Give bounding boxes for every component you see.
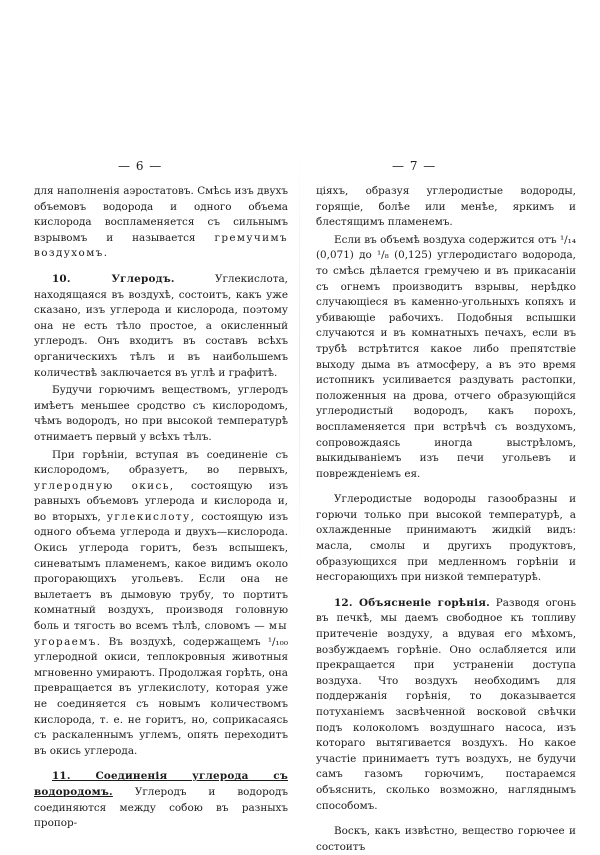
term-ugoraem: мы угораемъ.: [34, 620, 288, 648]
paragraph-text: Воскъ, какъ извѣстно, вещество горючее и состоитъ: [316, 825, 576, 853]
section-heading-10: 10. Углеродъ.: [52, 272, 175, 285]
paragraph-text: Углекислота, находящаяся въ воздухѣ, состоитъ, какъ уже сказано, изъ углерода и кислорода, поэтому она не есть тѣло простое, а окисленный углеродъ. Онъ входитъ въ составъ всѣхъ органическихъ тѣлъ и въ наибольшемъ количествѣ заключается въ углѣ и графитѣ.: [34, 272, 288, 379]
paragraph-text: Углеродъ и водородъ соединяются между собою въ разныхъ пропор-: [34, 785, 288, 830]
page-number: — 7 —: [392, 159, 437, 173]
right-page: [300, 0, 600, 853]
section-heading-12: 12. Объясненіе горѣнія.: [334, 596, 490, 609]
term-gremuchiy-vozdukh: гремучимъ воздухомъ.: [34, 231, 288, 260]
paragraph-text: состоящую изъ равныхъ объемовъ углерода и кислорода и, во вторыхъ,: [34, 479, 288, 523]
paragraph: [316, 824, 576, 855]
paragraph-text: Если въ объемѣ воздуха содержится отъ ¹/₁₄ (0,071) до ¹/₈ (0,125) углеродистаго водорода, то смѣсь дѣлается гремучею и въ прикасаніи съ огнемъ производитъ взрывы, нерѣдко случающіеся въ каменно-угольныхъ копяхъ и убивающіе рабочихъ. Подобныя вспышки случаются и въ комнатныхъ печахъ, если въ трубѣ встрѣтится какое либо препятствіе выходу дыма въ атмосферу, а въ это время истопникъ усиливается раздувать растопки, положенныя на дрова, отчего образующійся углеродистый водородъ, какъ порохъ, воспламеняется при встрѣчѣ съ воздухомъ, сопровождаясь иногда выстрѣломъ, выкидываніемъ изъ печи угольевъ и поврежденіемъ ея.: [316, 233, 576, 480]
paragraph: [34, 769, 288, 831]
paragraph: [316, 184, 576, 231]
page-text: [34, 184, 288, 832]
paragraph: [316, 233, 576, 483]
paragraph-text: состоящую изъ одного объема углерода и двухъ—кислорода. Окись углерода горитъ, безъ вспышекъ, синеватымъ пламенемъ, какое видимъ около прогорающихъ угольевъ. Если она не вылетаетъ въ дымовую трубу, то портитъ комнатный воздухъ, производя головную боль и тягость во всемъ тѣлѣ, словомъ —: [34, 510, 288, 633]
section-heading-11: 11. Соединенія углерода съ водородомъ.: [34, 770, 288, 798]
page-text: [316, 184, 576, 855]
term-uglekislota: углекислоту,: [106, 510, 196, 523]
paragraph: [34, 272, 288, 381]
paragraph: [316, 596, 576, 814]
page-number: — 6 —: [118, 159, 163, 173]
paragraph: [34, 184, 288, 262]
paragraph-text: ціяхъ, образуя углеродистые водороды, горящіе, болѣе или менѣе, яркимъ и блестящимъ пламенемъ.: [316, 185, 576, 229]
paragraph-text: При горѣніи, вступая въ соединеніе съ кислородомъ, образуетъ, во первыхъ,: [34, 448, 288, 477]
paragraph-text: для наполненія аэростатовъ. Смѣсь изъ двухъ объемовъ водорода и одного объема кислорода воспламеняется съ сильнымъ взрывомъ и называется: [34, 185, 288, 244]
paragraph-text: Разводя огонь въ печкѣ, мы даемъ свободное къ топливу притеченіе воздуху, а вдувая его мѣхомъ, возбуждаемъ горѣніе. Оно ослабляется или прекращается при устраненіи доступа воздуха. Что воздухъ необходимъ для поддержанія горѣнія, то доказывается потуханіемъ засвѣченной восковой свѣчки подъ колоколомъ воздушнаго насоса, изъ котораго вытягивается воздухъ. Но какое участіе принимаетъ тутъ воздухъ, не будучи самъ газомъ горючимъ, постараемся объяснить, сколько возможно, нагляднымъ способомъ.: [316, 596, 576, 812]
left-page: [0, 0, 300, 830]
paragraph-text: Углеродистые водороды газообразны и горючи только при высокой температурѣ, а охлажденные принимаютъ жидкій видъ: масла, смолы и другихъ продуктовъ, образующихся при медленномъ горѣніи и несгорающихъ при низкой температурѣ.: [316, 493, 576, 584]
paragraph-text: Будучи горючимъ веществомъ, углеродъ имѣетъ меньшее сродство съ кислородомъ, чѣмъ водородъ, но при высокой температурѣ отнимаетъ первый у всѣхъ тѣлъ.: [34, 384, 288, 443]
paragraph: [34, 383, 288, 445]
paragraph-text: Въ воздухѣ, содержащемъ ¹/₁₀₀ углеродной окиси, теплокровныя животныя мгновенно умираютъ. Продолжая горѣть, она превращается въ углекислоту, которая уже не соединяется съ новымъ количествомъ кислорода, т. е. не горитъ, но, соприкасаясь съ раскаленнымъ углемъ, опять переходитъ въ окись углерода.: [34, 635, 288, 757]
paragraph: [34, 448, 288, 760]
paragraph: [316, 492, 576, 586]
term-uglerodnaya-okis: углеродную окись,: [34, 479, 175, 492]
